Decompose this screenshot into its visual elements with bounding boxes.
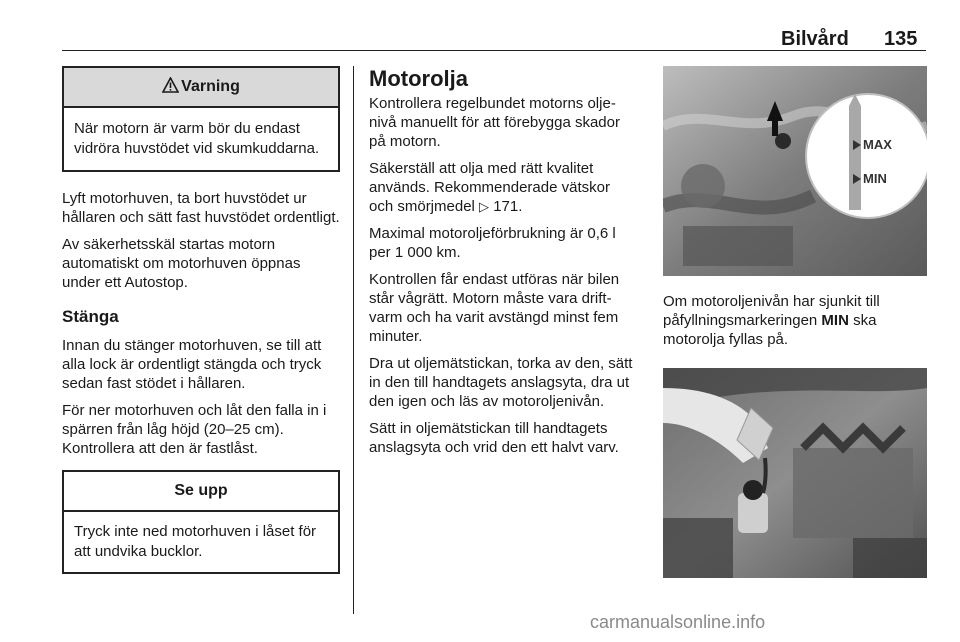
max-marker-label: MAX: [863, 137, 892, 152]
refill-text-post: ska motorolja fyllas på.: [663, 312, 877, 348]
paragraph-max-consumption: Maximal motoroljeförbrukning är 0,6 l per 1 000 km.: [369, 225, 616, 261]
warning-triangle-icon: [162, 77, 179, 98]
paragraph-level-check: Kontrollen får endast utföras när bilen står vågrätt. Motorn måste vara driftvarm och ha varit avstängd minst fem minuter.: [369, 271, 620, 345]
min-marker-label: MIN: [863, 171, 887, 186]
oil-quality-text: Säkerställ att olja med rätt kvalitet används. Rekommenderade vätskor och smörjmedel: [369, 160, 610, 215]
warning-box: [62, 66, 340, 172]
paragraph-lift-hood: Lyft motorhuven, ta bort huvstödet ur hållaren och sätt fast huvstödet ordentligt.: [62, 190, 340, 226]
warning-title: Varning: [181, 78, 240, 95]
subheading-close: Stänga: [62, 307, 119, 326]
oil-refill-photo: [663, 368, 927, 578]
column-divider: [353, 66, 354, 614]
watermark: carmanualsonline.info: [590, 612, 766, 632]
paragraph-autostop: Av säkerhetsskäl startas motorn automatiskt om motorhuven öppnas under ett Autostop.: [62, 236, 301, 291]
refill-text-pre: Om motoroljenivån har sjunkit till påfyllningsmarkeringen: [663, 293, 880, 329]
paragraph-insert-dipstick: Sätt in oljemätstickan till handtagets anslagsyta och vrid den ett halvt varv.: [369, 420, 619, 456]
header-rule: [62, 50, 926, 51]
page-reference-icon: ▷: [479, 199, 490, 214]
warning-box-header: [64, 68, 338, 108]
paragraph-lower-hood: För ner motorhuven och låt den falla in i spärren från låg höjd (20–25 cm). Kontrollera att den är fastlåst.: [62, 402, 327, 457]
right-column: [663, 66, 927, 578]
caution-box: [62, 470, 340, 574]
page-number: 135: [884, 28, 918, 50]
section-heading-engine-oil: Motorolja: [369, 66, 468, 91]
min-marker-text: MIN: [821, 312, 849, 329]
caution-text: Tryck inte ned motorhuven i låset för att undvika bucklor.: [74, 523, 317, 560]
paragraph-before-closing: Innan du stänger motorhuven, se till att alla lock är ordentligt stängda och tryck sedan fast stödet i hållaren.: [62, 337, 322, 392]
warning-text: När motorn är varm bör du endast vidröra huvstödet vid skumkuddarna.: [74, 120, 320, 157]
paragraph-check-oil: Kontrollera regelbundet motorns oljenivå manuellt för att förebygga skador på motorn.: [369, 95, 620, 150]
page-header-title: Bilvård: [781, 28, 849, 50]
caution-box-header: Se upp: [64, 472, 338, 512]
paragraph-dipstick: Dra ut oljemätstickan, torka av den, sätt in den till handtagets anslagsyta, dra ut den igen och läs av motoroljenivån.: [369, 355, 633, 410]
oil-quality-page: 171.: [489, 198, 523, 215]
middle-column: [369, 66, 635, 457]
paragraph-oil-quality: [369, 159, 635, 216]
paragraph-refill-oil: [663, 292, 927, 349]
dipstick-engine-photo: [663, 66, 927, 276]
left-column: [62, 66, 340, 574]
